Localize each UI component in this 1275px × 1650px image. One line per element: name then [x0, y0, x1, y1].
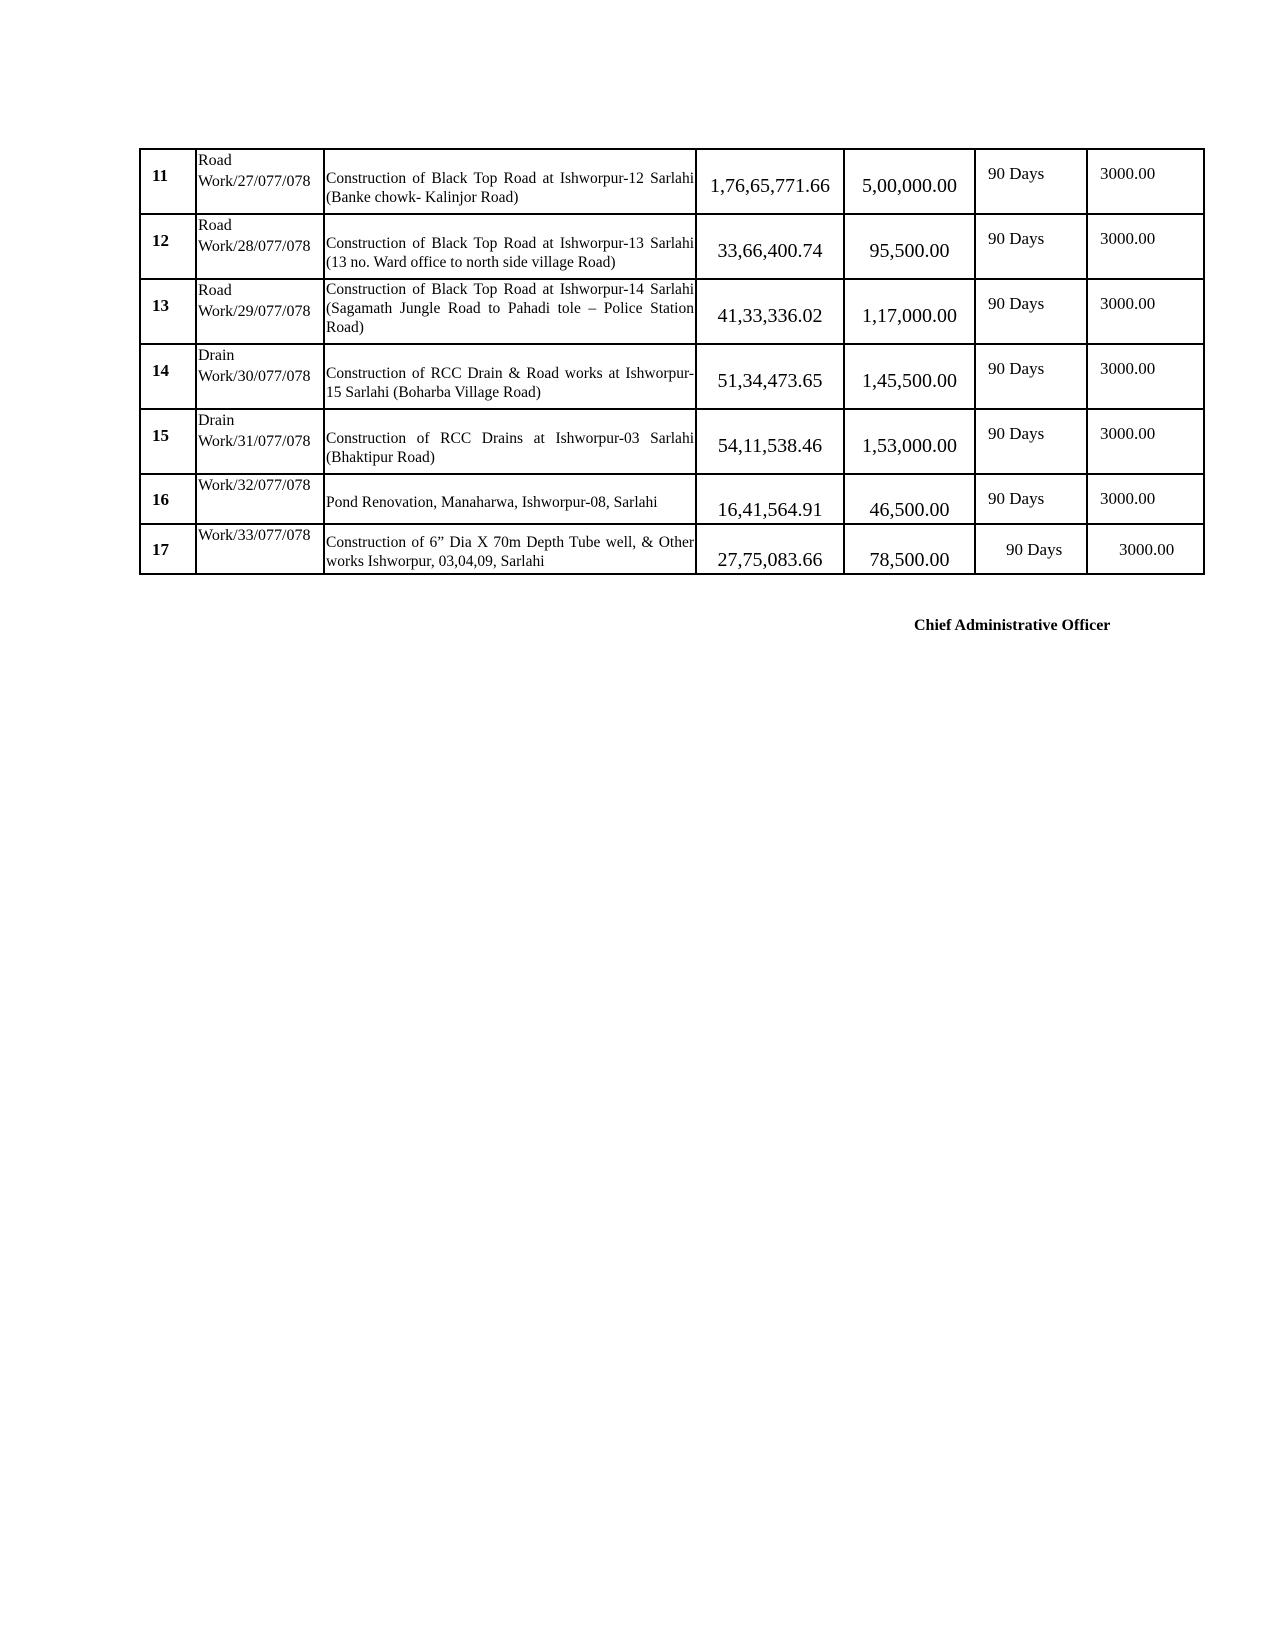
work-code: Road Work/27/077/078	[198, 152, 311, 190]
serial-number: 14	[152, 361, 169, 380]
serial-number: 17	[152, 540, 169, 559]
work-code: Work/32/077/078	[198, 477, 311, 494]
tender-table	[139, 148, 1205, 575]
serial-number: 15	[152, 426, 169, 445]
cost-estimate: 33,66,400.74	[717, 240, 823, 262]
completion-duration: 90 Days	[1006, 540, 1063, 559]
work-description: Construction of 6” Dia X 70m Depth Tube well, & Other works Ishworpur, 03,04,09, Sarlahi	[326, 534, 694, 570]
completion-duration: 90 Days	[988, 294, 1045, 313]
signature-title: Chief Administrative Officer	[914, 617, 1111, 634]
serial-number: 16	[152, 490, 169, 509]
bid-security: 46,500.00	[869, 499, 950, 521]
table-row	[140, 214, 1204, 279]
work-code: Drain Work/30/077/078	[198, 347, 311, 385]
document-fee: 3000.00	[1100, 164, 1156, 183]
bid-security: 1,53,000.00	[862, 435, 957, 457]
document-fee: 3000.00	[1100, 229, 1156, 248]
cost-estimate: 54,11,538.46	[717, 435, 823, 457]
bid-security: 95,500.00	[869, 240, 950, 262]
cost-estimate: 41,33,336.02	[717, 305, 823, 327]
completion-duration: 90 Days	[988, 424, 1045, 443]
table-row	[140, 279, 1204, 344]
completion-duration: 90 Days	[988, 359, 1045, 378]
work-description: Construction of Black Top Road at Ishworpur-14 Sarlahi (Sagamath Jungle Road to Pahadi tole – Police Station Road)	[326, 281, 694, 336]
work-code: Road Work/28/077/078	[198, 217, 311, 255]
bid-security: 5,00,000.00	[862, 175, 957, 197]
work-code: Road Work/29/077/078	[198, 282, 311, 320]
work-description: Construction of RCC Drain & Road works at Ishworpur-15 Sarlahi (Boharba Village Road)	[326, 365, 694, 401]
serial-number: 13	[152, 296, 169, 315]
document-fee: 3000.00	[1100, 294, 1156, 313]
bid-security: 1,45,500.00	[862, 370, 957, 392]
cost-estimate: 1,76,65,771.66	[710, 175, 830, 197]
completion-duration: 90 Days	[988, 229, 1045, 248]
document-fee: 3000.00	[1100, 359, 1156, 378]
table-row	[140, 344, 1204, 409]
work-description: Construction of Black Top Road at Ishworpur-13 Sarlahi (13 no. Ward office to north side village Road)	[326, 235, 694, 271]
bid-security: 78,500.00	[869, 549, 950, 571]
work-description: Construction of RCC Drains at Ishworpur-03 Sarlahi (Bhaktipur Road)	[326, 430, 694, 466]
serial-number: 12	[152, 231, 169, 250]
document-fee: 3000.00	[1119, 540, 1175, 559]
work-description: Construction of Black Top Road at Ishworpur-12 Sarlahi (Banke chowk- Kalinjor Road)	[326, 170, 694, 206]
work-description: Pond Renovation, Manaharwa, Ishworpur-08, Sarlahi	[326, 494, 658, 511]
table-row	[140, 409, 1204, 474]
serial-number: 11	[152, 166, 169, 185]
document-fee: 3000.00	[1100, 489, 1156, 508]
document-fee: 3000.00	[1100, 424, 1156, 443]
work-code: Work/33/077/078	[198, 527, 311, 544]
work-code: Drain Work/31/077/078	[198, 412, 311, 450]
cost-estimate: 51,34,473.65	[717, 370, 823, 392]
completion-duration: 90 Days	[988, 164, 1045, 183]
cost-estimate: 27,75,083.66	[717, 549, 823, 571]
bid-security: 1,17,000.00	[862, 305, 957, 327]
table-row	[140, 524, 1204, 574]
table-row	[140, 149, 1204, 214]
cost-estimate: 16,41,564.91	[717, 499, 823, 521]
completion-duration: 90 Days	[988, 489, 1045, 508]
table-row	[140, 474, 1204, 524]
